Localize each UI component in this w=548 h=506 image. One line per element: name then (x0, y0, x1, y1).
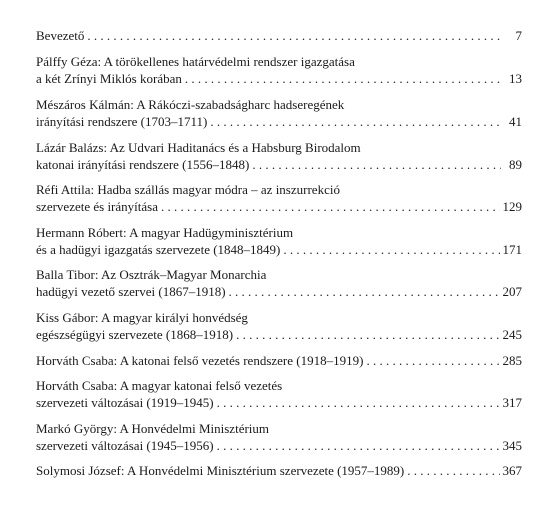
toc-entry-line (36, 437, 522, 454)
toc-leader-dots (283, 241, 499, 258)
toc-entry-title: Balla Tibor: Az Osztrák–Magyar Monarchia (36, 267, 267, 282)
toc-page-number: 41 (509, 114, 522, 129)
toc-page-number: 317 (502, 395, 522, 410)
toc-entry-line (36, 266, 522, 283)
toc-entry-title-continued: katonai irányítási rendszere (1556–1848) (36, 157, 250, 172)
toc-entry-title-continued: szervezete és irányítása (36, 199, 158, 214)
toc-entry-line (36, 462, 522, 479)
toc-entry-title-continued: szervezeti változásai (1945–1956) (36, 438, 214, 453)
toc-page-number: 7 (515, 28, 522, 43)
toc-entry-line (36, 224, 522, 241)
toc-entry[interactable] (36, 309, 522, 343)
toc-entry-title-continued: hadügyi vezető szervei (1867–1918) (36, 284, 226, 299)
toc-page-number: 89 (509, 157, 522, 172)
toc-entry-title: Kiss Gábor: A magyar királyi honvédség (36, 310, 248, 325)
toc-entry-line (36, 420, 522, 437)
toc-leader-dots (185, 70, 501, 87)
toc-entry-line (36, 181, 522, 198)
toc-entry[interactable] (36, 53, 522, 87)
toc-entry-line (36, 70, 522, 87)
toc-leader-dots (217, 394, 500, 411)
toc-entry-title-continued: irányítási rendszere (1703–1711) (36, 114, 208, 129)
toc-entry-line (36, 53, 522, 70)
toc-entry-line (36, 156, 522, 173)
toc-page-number: 285 (502, 353, 522, 368)
toc-entry-title-continued: egészségügyi szervezete (1868–1918) (36, 327, 234, 342)
toc-entry-title: Bevezető (36, 28, 85, 43)
toc-leader-dots (252, 156, 501, 173)
toc-leader-dots (87, 27, 501, 44)
toc-entry[interactable] (36, 462, 522, 479)
toc-leader-dots (217, 437, 500, 454)
toc-entry-line (36, 27, 522, 44)
toc-page-number: 245 (502, 327, 522, 342)
toc-entry-title: Horváth Csaba: A magyar katonai felső vezetés (36, 378, 283, 393)
toc-entry-line (36, 113, 522, 130)
toc-entry-line (36, 283, 522, 300)
toc-leader-dots (407, 462, 499, 479)
toc-entry-title: Hermann Róbert: A magyar Hadügyminisztérium (36, 225, 294, 240)
toc-entry-line (36, 241, 522, 258)
toc-entry[interactable] (36, 224, 522, 258)
toc-entry-line (36, 198, 522, 215)
toc-entry[interactable] (36, 96, 522, 130)
toc-entry-title-continued: és a hadügyi igazgatás szervezete (1848–1849) (36, 242, 281, 257)
toc-page-number: 367 (502, 463, 522, 478)
toc-entry-line (36, 352, 522, 369)
toc-page-number: 345 (502, 438, 522, 453)
toc-entry-title-continued: szervezeti változásai (1919–1945) (36, 395, 214, 410)
toc-entry-title: Lázár Balázs: Az Udvari Haditanács és a Habsburg Birodalom (36, 140, 361, 155)
toc-entry-title-continued: a két Zrínyi Miklós korában (36, 71, 182, 86)
toc-entry-line (36, 394, 522, 411)
toc-entry-title: Markó György: A Honvédelmi Minisztérium (36, 421, 270, 436)
toc-page-number: 129 (502, 199, 522, 214)
toc-page-number: 13 (509, 71, 522, 86)
toc-entry-line (36, 309, 522, 326)
toc-entry[interactable] (36, 181, 522, 215)
toc-entry-line (36, 377, 522, 394)
toc-leader-dots (366, 352, 499, 369)
toc-entry[interactable] (36, 27, 522, 44)
toc-entry[interactable] (36, 420, 522, 454)
toc-entry-title: Horváth Csaba: A katonai felső vezetés rendszere (1918–1919) (36, 353, 364, 368)
toc-entry-title: Pálffy Géza: A törökellenes határvédelmi rendszer igazgatása (36, 54, 355, 69)
toc-entry-line (36, 139, 522, 156)
toc-leader-dots (161, 198, 500, 215)
toc-entry-line (36, 326, 522, 343)
toc-entry-title: Mészáros Kálmán: A Rákóczi-szabadságharc hadseregének (36, 97, 345, 112)
toc-page-number: 171 (502, 242, 522, 257)
toc-leader-dots (229, 283, 500, 300)
toc-entry[interactable] (36, 266, 522, 300)
toc-entry-title: Réfi Attila: Hadba szállás magyar módra – az inszurrekció (36, 182, 340, 197)
toc-entry[interactable] (36, 352, 522, 369)
toc-page-number: 207 (502, 284, 522, 299)
toc-entry[interactable] (36, 377, 522, 411)
toc-entry[interactable] (36, 139, 522, 173)
toc-entry-line (36, 96, 522, 113)
toc-leader-dots (210, 113, 501, 130)
toc-leader-dots (236, 326, 499, 343)
toc-entry-title: Solymosi József: A Honvédelmi Minisztérium szervezete (1957–1989) (36, 463, 405, 478)
